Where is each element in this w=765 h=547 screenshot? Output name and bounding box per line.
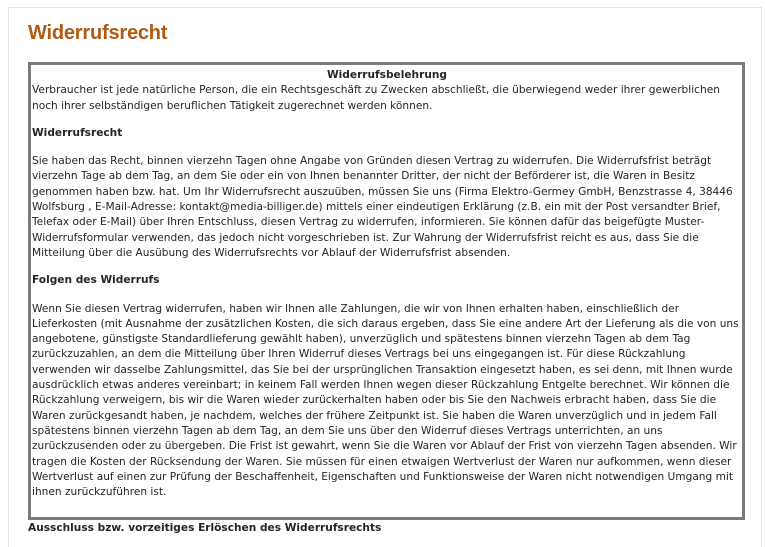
page-title: Widerrufsrecht	[28, 22, 168, 44]
section-body-widerrufsrecht: Sie haben das Recht, binnen vierzehn Tagen ohne Angabe von Gründen diesen Vertrag zu widerrufen. Die Widerrufsfrist beträgt vierzehn Tage ab dem Tag, an dem Sie oder ein von Ihnen benannter Dritter, der nicht der Beförderer ist, die Waren in Besitz genommen haben bzw. hat. Um Ihr Widerrufsrecht auszuüben, müssen Sie uns (Firma Elektro-Germey GmbH, Benzstrasse 4, 38446 Wolfsburg , E-Mail-Adresse: kontakt@media-billiger.de) mittels einer eindeutigen Erklärung (z.B. ein mit der Post versandter Brief, Telefax oder E-Mail) über Ihren Entschluss, diesen Vertrag zu widerrufen, informieren. Sie können dafür das beigefügte Muster-Widerrufsformular verwenden, das jedoch nicht vorgeschrieben ist. Zur Wahrung der Widerrufsfrist reicht es aus, dass Sie die Mitteilung über die Ausübung des Widerrufsrechts vor Ablauf der Widerrufsfrist absenden.	[32, 155, 733, 259]
section-body-folgen: Wenn Sie diesen Vertrag widerrufen, haben wir Ihnen alle Zahlungen, die wir von Ihnen erhalten haben, einschließlich der Lieferkosten (mit Ausnahme der zusätzlichen Kosten, die sich daraus ergeben, dass Sie eine andere Art der Lieferung als die von uns angebotene, günstigste Standardlieferung gewählt haben), unverzüglich und spätestens binnen vierzehn Tagen ab dem Tag zurückzuzahlen, an dem die Mitteilung über Ihren Widerruf dieses Vertrags bei uns eingegangen ist. Für diese Rückzahlung verwenden wir dasselbe Zahlungsmittel, das Sie bei der ursprünglichen Transaktion eingesetzt haben, es sei denn, mit Ihnen wurde ausdrücklich etwas anderes vereinbart; in keinem Fall werden Ihnen wegen dieser Rückzahlung Entgelte berechnet. Wir können die Rückzahlung verweigern, bis wir die Waren wieder zurückerhalten haben oder bis Sie den Nachweis erbracht haben, dass Sie die Waren zurückgesandt haben, je nachdem, welches der frühere Zeitpunkt ist. Sie haben die Waren unverzüglich und in jedem Fall spätestens binnen vierzehn Tagen ab dem Tag, an dem Sie uns über den Widerruf dieses Vertrags unterrichten, an uns zurückzusenden oder zu übergeben. Die Frist ist gewahrt, wenn Sie die Waren vor Ablauf der Frist von vierzehn Tagen absenden. Wir tragen die Kosten der Rücksendung der Waren. Sie müssen für einen etwaigen Wertverlust der Waren nur aufkommen, wenn dieser Wertverlust auf einen zur Prüfung der Beschaffenheit, Eigenschaften und Funktionsweise der Waren nicht notwendigen Umgang mit ihnen zurückzuführen ist.	[32, 302, 739, 499]
section-heading-widerrufsrecht: Widerrufsrecht	[32, 126, 123, 139]
intro-paragraph: Verbraucher ist jede natürliche Person, die ein Rechtsgeschäft zu Zwecken abschließt, die überwiegend weder ihrer gewerblichen noch ihrer selbständigen beruflichen Tätigkeit zugerechnet werden können.	[32, 84, 720, 112]
section-heading-folgen: Folgen des Widerrufs	[32, 274, 160, 287]
policy-text-frame[interactable]	[28, 62, 745, 520]
section-heading-ausschluss: Ausschluss bzw. vorzeitiges Erlöschen des Widerrufsrechts	[28, 522, 382, 534]
policy-heading: Widerrufsbelehrung	[326, 69, 447, 81]
policy-text	[31, 65, 742, 500]
